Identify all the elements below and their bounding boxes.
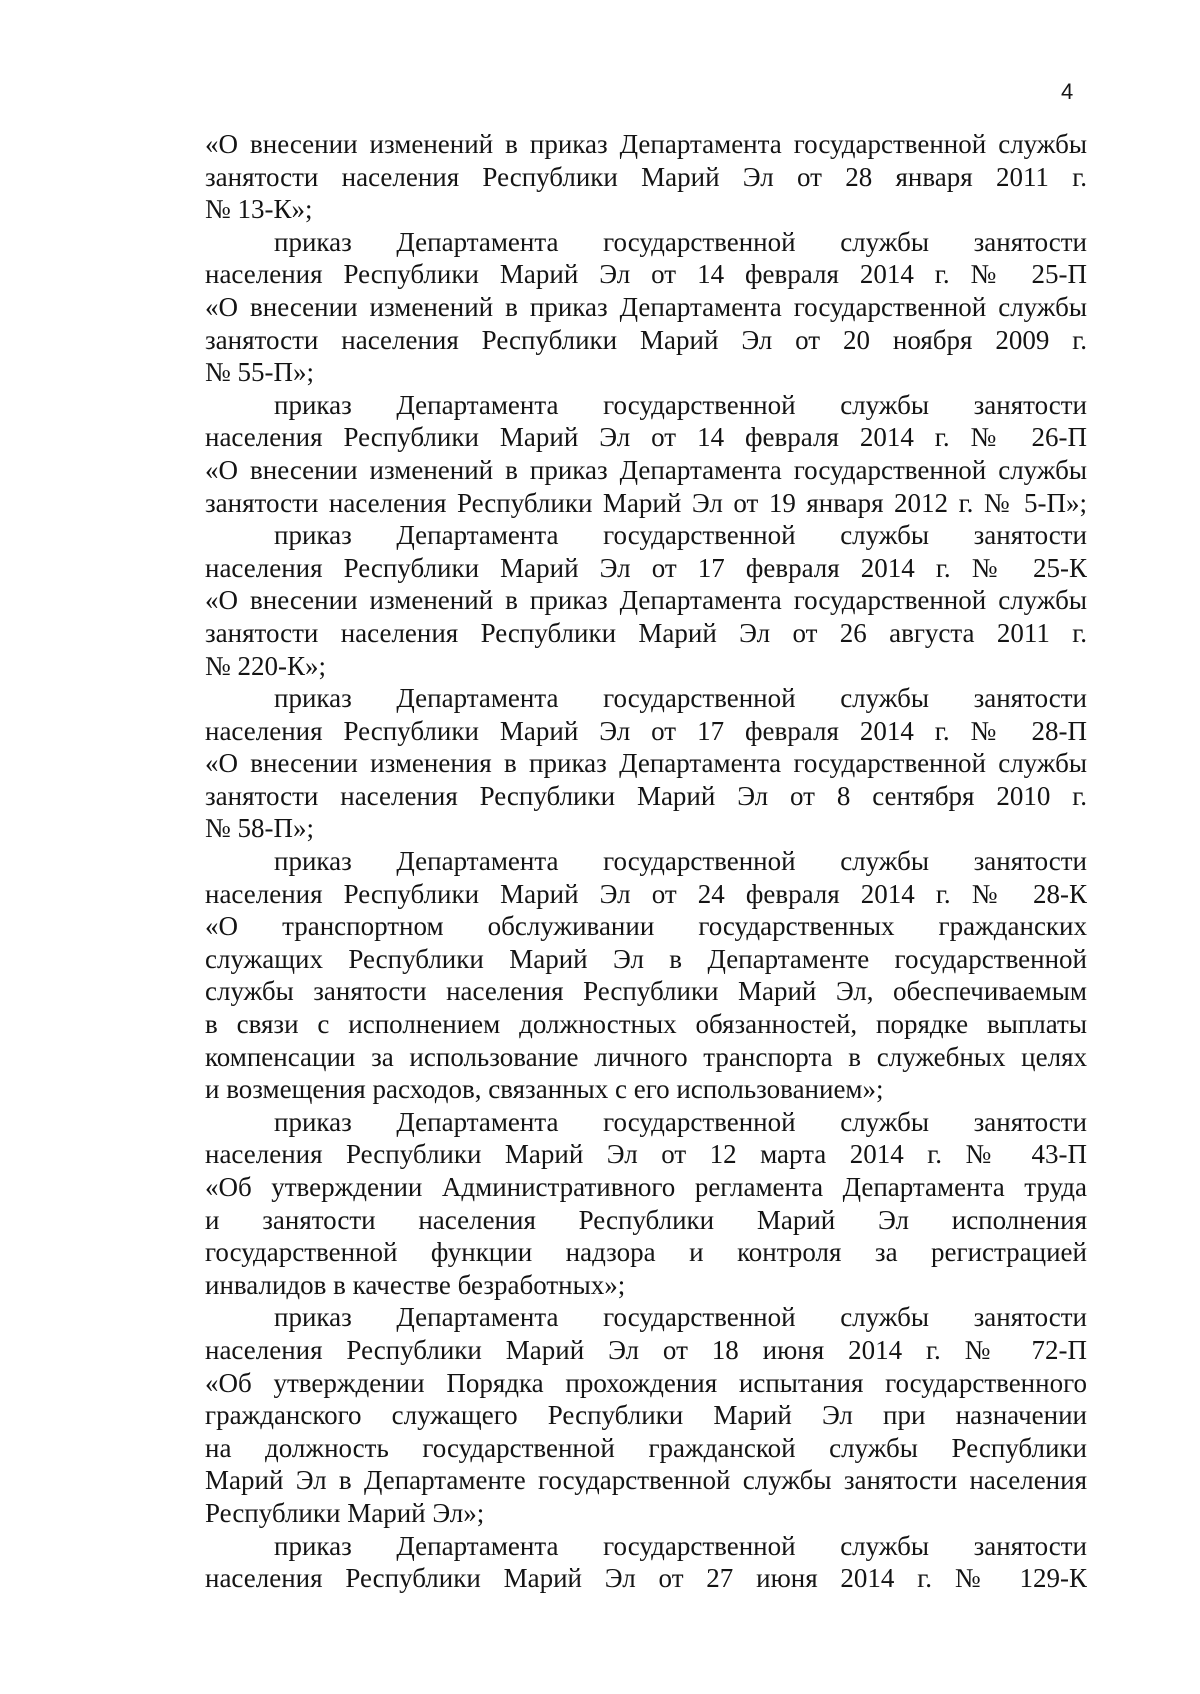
text-line: инвалидов в качестве безработных»; [205,1269,626,1300]
text-line: Республики Марий Эл»; [205,1497,485,1528]
text-line: компенсации за использование личного транспорта в служебных целях [205,1041,1087,1072]
text-line: «О внесении изменений в приказ Департамента государственной службы [205,585,1087,616]
text-line: государственной функции надзора и контроля за регистрацией [205,1237,1087,1268]
text-line: населения Республики Марий Эл от 17 февраля 2014 г. № 28-П [205,715,1087,746]
text-line: Марий Эл в Департаменте государственной службы занятости населения [205,1465,1087,1496]
text-line: № 58-П»; [205,813,315,844]
text-line: «Об утверждении Порядка прохождения испытания государственного [205,1367,1087,1398]
text-line: № 55-П»; [205,357,315,388]
text-line: приказ Департамента государственной службы занятости [274,1106,1087,1137]
text-line: «О внесении изменения в приказ Департамента государственной службы [205,748,1087,779]
page-number: 4 [1061,79,1074,104]
text-line: службы занятости населения Республики Марий Эл, обеспечиваемым [205,976,1087,1007]
text-line: приказ Департамента государственной службы занятости [274,1530,1087,1561]
text-line: населения Республики Марий Эл от 17 февраля 2014 г. № 25-К [205,552,1087,583]
text-line: занятости населения Республики Марий Эл от 19 января 2012 г. № 5-П»; [205,487,1087,518]
text-line: занятости населения Республики Марий Эл от 28 января 2011 г. [205,161,1087,192]
text-line: занятости населения Республики Марий Эл от 8 сентября 2010 г. [205,780,1087,811]
text-line: № 13-К»; [205,194,313,225]
text-line: гражданского служащего Республики Марий Эл при назначении [205,1400,1087,1431]
text-line: населения Республики Марий Эл от 27 июня 2014 г. № 129-К [205,1563,1087,1594]
text-line: в связи с исполнением должностных обязанностей, порядке выплаты [205,1009,1087,1040]
text-line: приказ Департамента государственной службы занятости [274,226,1087,257]
text-line: приказ Департамента государственной службы занятости [274,683,1087,714]
text-line: приказ Департамента государственной службы занятости [274,520,1087,551]
text-line: служащих Республики Марий Эл в Департаменте государственной [205,943,1087,974]
text-line: № 220-К»; [205,650,327,681]
text-line: и занятости населения Республики Марий Эл исполнения [205,1204,1087,1235]
text-line: приказ Департамента государственной службы занятости [274,846,1087,877]
text-line: «Об утверждении Административного регламента Департамента труда [205,1172,1087,1202]
text-line: населения Республики Марий Эл от 18 июня 2014 г. № 72-П [205,1334,1087,1365]
text-line: населения Республики Марий Эл от 12 марта 2014 г. № 43-П [205,1139,1087,1170]
text-line: и возмещения расходов, связанных с его использованием»; [205,1074,884,1105]
text-line: «О транспортном обслуживании государственных гражданских [205,911,1087,942]
text-line: приказ Департамента государственной службы занятости [274,389,1087,420]
text-line: «О внесении изменений в приказ Департамента государственной службы [205,291,1087,322]
text-line: занятости населения Республики Марий Эл от 26 августа 2011 г. [205,617,1087,648]
text-line: приказ Департамента государственной службы занятости [274,1302,1087,1333]
text-line: «О внесении изменений в приказ Департамента государственной службы [205,454,1087,485]
text-line: населения Республики Марий Эл от 24 февраля 2014 г. № 28-К [205,878,1087,909]
text-line: занятости населения Республики Марий Эл от 20 ноября 2009 г. [205,324,1087,355]
text-line: населения Республики Марий Эл от 14 февраля 2014 г. № 26-П [205,422,1087,453]
text-line: на должность государственной гражданской службы Республики [205,1432,1087,1463]
document-body [205,128,1087,1595]
text-line: населения Республики Марий Эл от 14 февраля 2014 г. № 25-П [205,259,1087,290]
text-line: «О внесении изменений в приказ Департамента государственной службы [205,129,1087,159]
